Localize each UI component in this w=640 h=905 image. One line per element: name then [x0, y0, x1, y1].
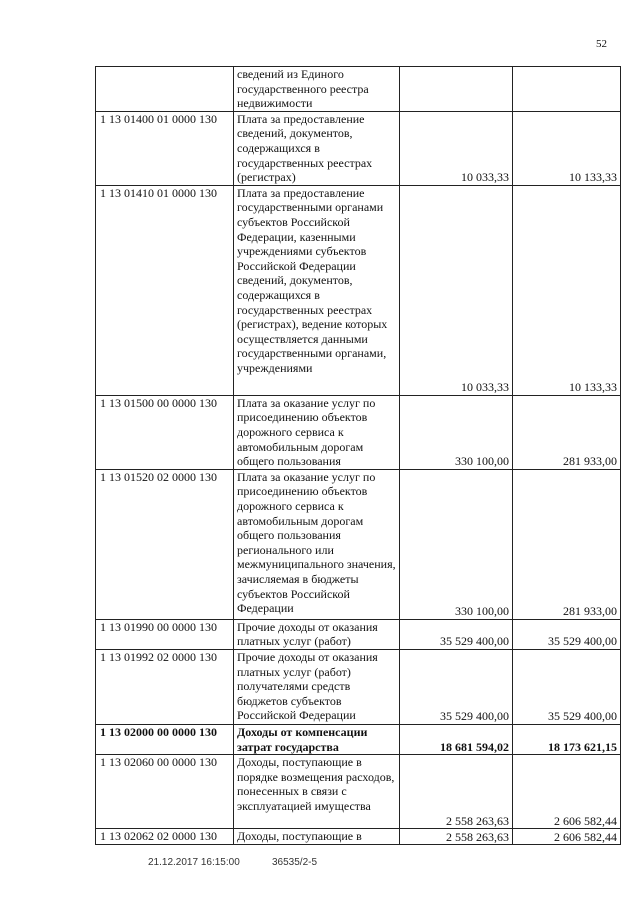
revenue-name-cell: Плата за оказание услуг по присоединению объектов дорожного сервиса к автомобильным дорогам общего пользования регионального или межмуниципального значения, зачисляемая в бюджеты субъектов Российской Федерации [234, 469, 400, 619]
footer-document-ref: 36535/2-5 [272, 857, 318, 868]
table-row [96, 829, 621, 845]
amount-2018-cell [400, 67, 513, 112]
amount-2018-cell: 330 100,00 [400, 469, 513, 619]
table-row [96, 469, 621, 619]
amount-2018-cell: 10 033,33 [400, 111, 513, 185]
revenue-table [95, 66, 621, 845]
kbk-code-cell: 1 13 02000 00 0000 130 [96, 724, 234, 754]
kbk-code-cell [96, 67, 234, 112]
table-row [96, 724, 621, 754]
kbk-code-cell: 1 13 01992 02 0000 130 [96, 649, 234, 724]
amount-2019-cell: 2 606 582,44 [513, 829, 621, 845]
revenue-name-cell: Плата за предоставление государственными органами субъектов Российской Федерации, казенными учреждениями субъектов Российской Федерации сведений, документов, содержащихся в государственных реестрах (регистрах), ведение которых осуществляется данными государственными органами, учреждениями [234, 185, 400, 395]
amount-2019-cell: 35 529 400,00 [513, 649, 621, 724]
kbk-code-cell: 1 13 01400 01 0000 130 [96, 111, 234, 185]
amount-2019-cell: 10 133,33 [513, 111, 621, 185]
amount-2018-cell: 35 529 400,00 [400, 619, 513, 649]
kbk-code-cell: 1 13 02062 02 0000 130 [96, 829, 234, 845]
amount-2019-cell: 10 133,33 [513, 185, 621, 395]
amount-2018-cell: 2 558 263,63 [400, 829, 513, 845]
table-row [96, 755, 621, 829]
amount-2019-cell: 35 529 400,00 [513, 619, 621, 649]
kbk-code-cell: 1 13 01990 00 0000 130 [96, 619, 234, 649]
amount-2019-cell: 18 173 621,15 [513, 724, 621, 754]
table-row [96, 111, 621, 185]
kbk-code-cell: 1 13 01520 02 0000 130 [96, 469, 234, 619]
revenue-name-cell: Прочие доходы от оказания платных услуг (работ) [234, 619, 400, 649]
revenue-name-cell: сведений из Единого государственного реестра недвижимости [234, 67, 400, 112]
amount-2018-cell: 2 558 263,63 [400, 755, 513, 829]
amount-2018-cell: 330 100,00 [400, 395, 513, 469]
amount-2018-cell: 10 033,33 [400, 185, 513, 395]
table-row [96, 185, 621, 395]
revenue-name-cell: Доходы, поступающие в [234, 829, 400, 845]
table-row [96, 395, 621, 469]
kbk-code-cell: 1 13 01410 01 0000 130 [96, 185, 234, 395]
page-number: 52 [596, 38, 607, 50]
revenue-name-cell: Плата за предоставление сведений, документов, содержащихся в государственных реестрах (регистрах) [234, 111, 400, 185]
amount-2019-cell: 281 933,00 [513, 395, 621, 469]
table-row [96, 649, 621, 724]
revenue-name-cell: Плата за оказание услуг по присоединению объектов дорожного сервиса к автомобильным дорогам общего пользования [234, 395, 400, 469]
kbk-code-cell: 1 13 01500 00 0000 130 [96, 395, 234, 469]
revenue-name-cell: Прочие доходы от оказания платных услуг (работ) получателями средств бюджетов субъектов Российской Федерации [234, 649, 400, 724]
revenue-name-cell: Доходы, поступающие в порядке возмещения расходов, понесенных в связи с эксплуатацией имущества [234, 755, 400, 829]
kbk-code-cell: 1 13 02060 00 0000 130 [96, 755, 234, 829]
amount-2019-cell: 281 933,00 [513, 469, 621, 619]
table-body [96, 67, 621, 845]
table-row [96, 67, 621, 112]
amount-2019-cell: 2 606 582,44 [513, 755, 621, 829]
amount-2019-cell [513, 67, 621, 112]
table-row [96, 619, 621, 649]
amount-2018-cell: 35 529 400,00 [400, 649, 513, 724]
footer-timestamp: 21.12.2017 16:15:00 [148, 857, 240, 868]
revenue-name-cell: Доходы от компенсации затрат государства [234, 724, 400, 754]
amount-2018-cell: 18 681 594,02 [400, 724, 513, 754]
